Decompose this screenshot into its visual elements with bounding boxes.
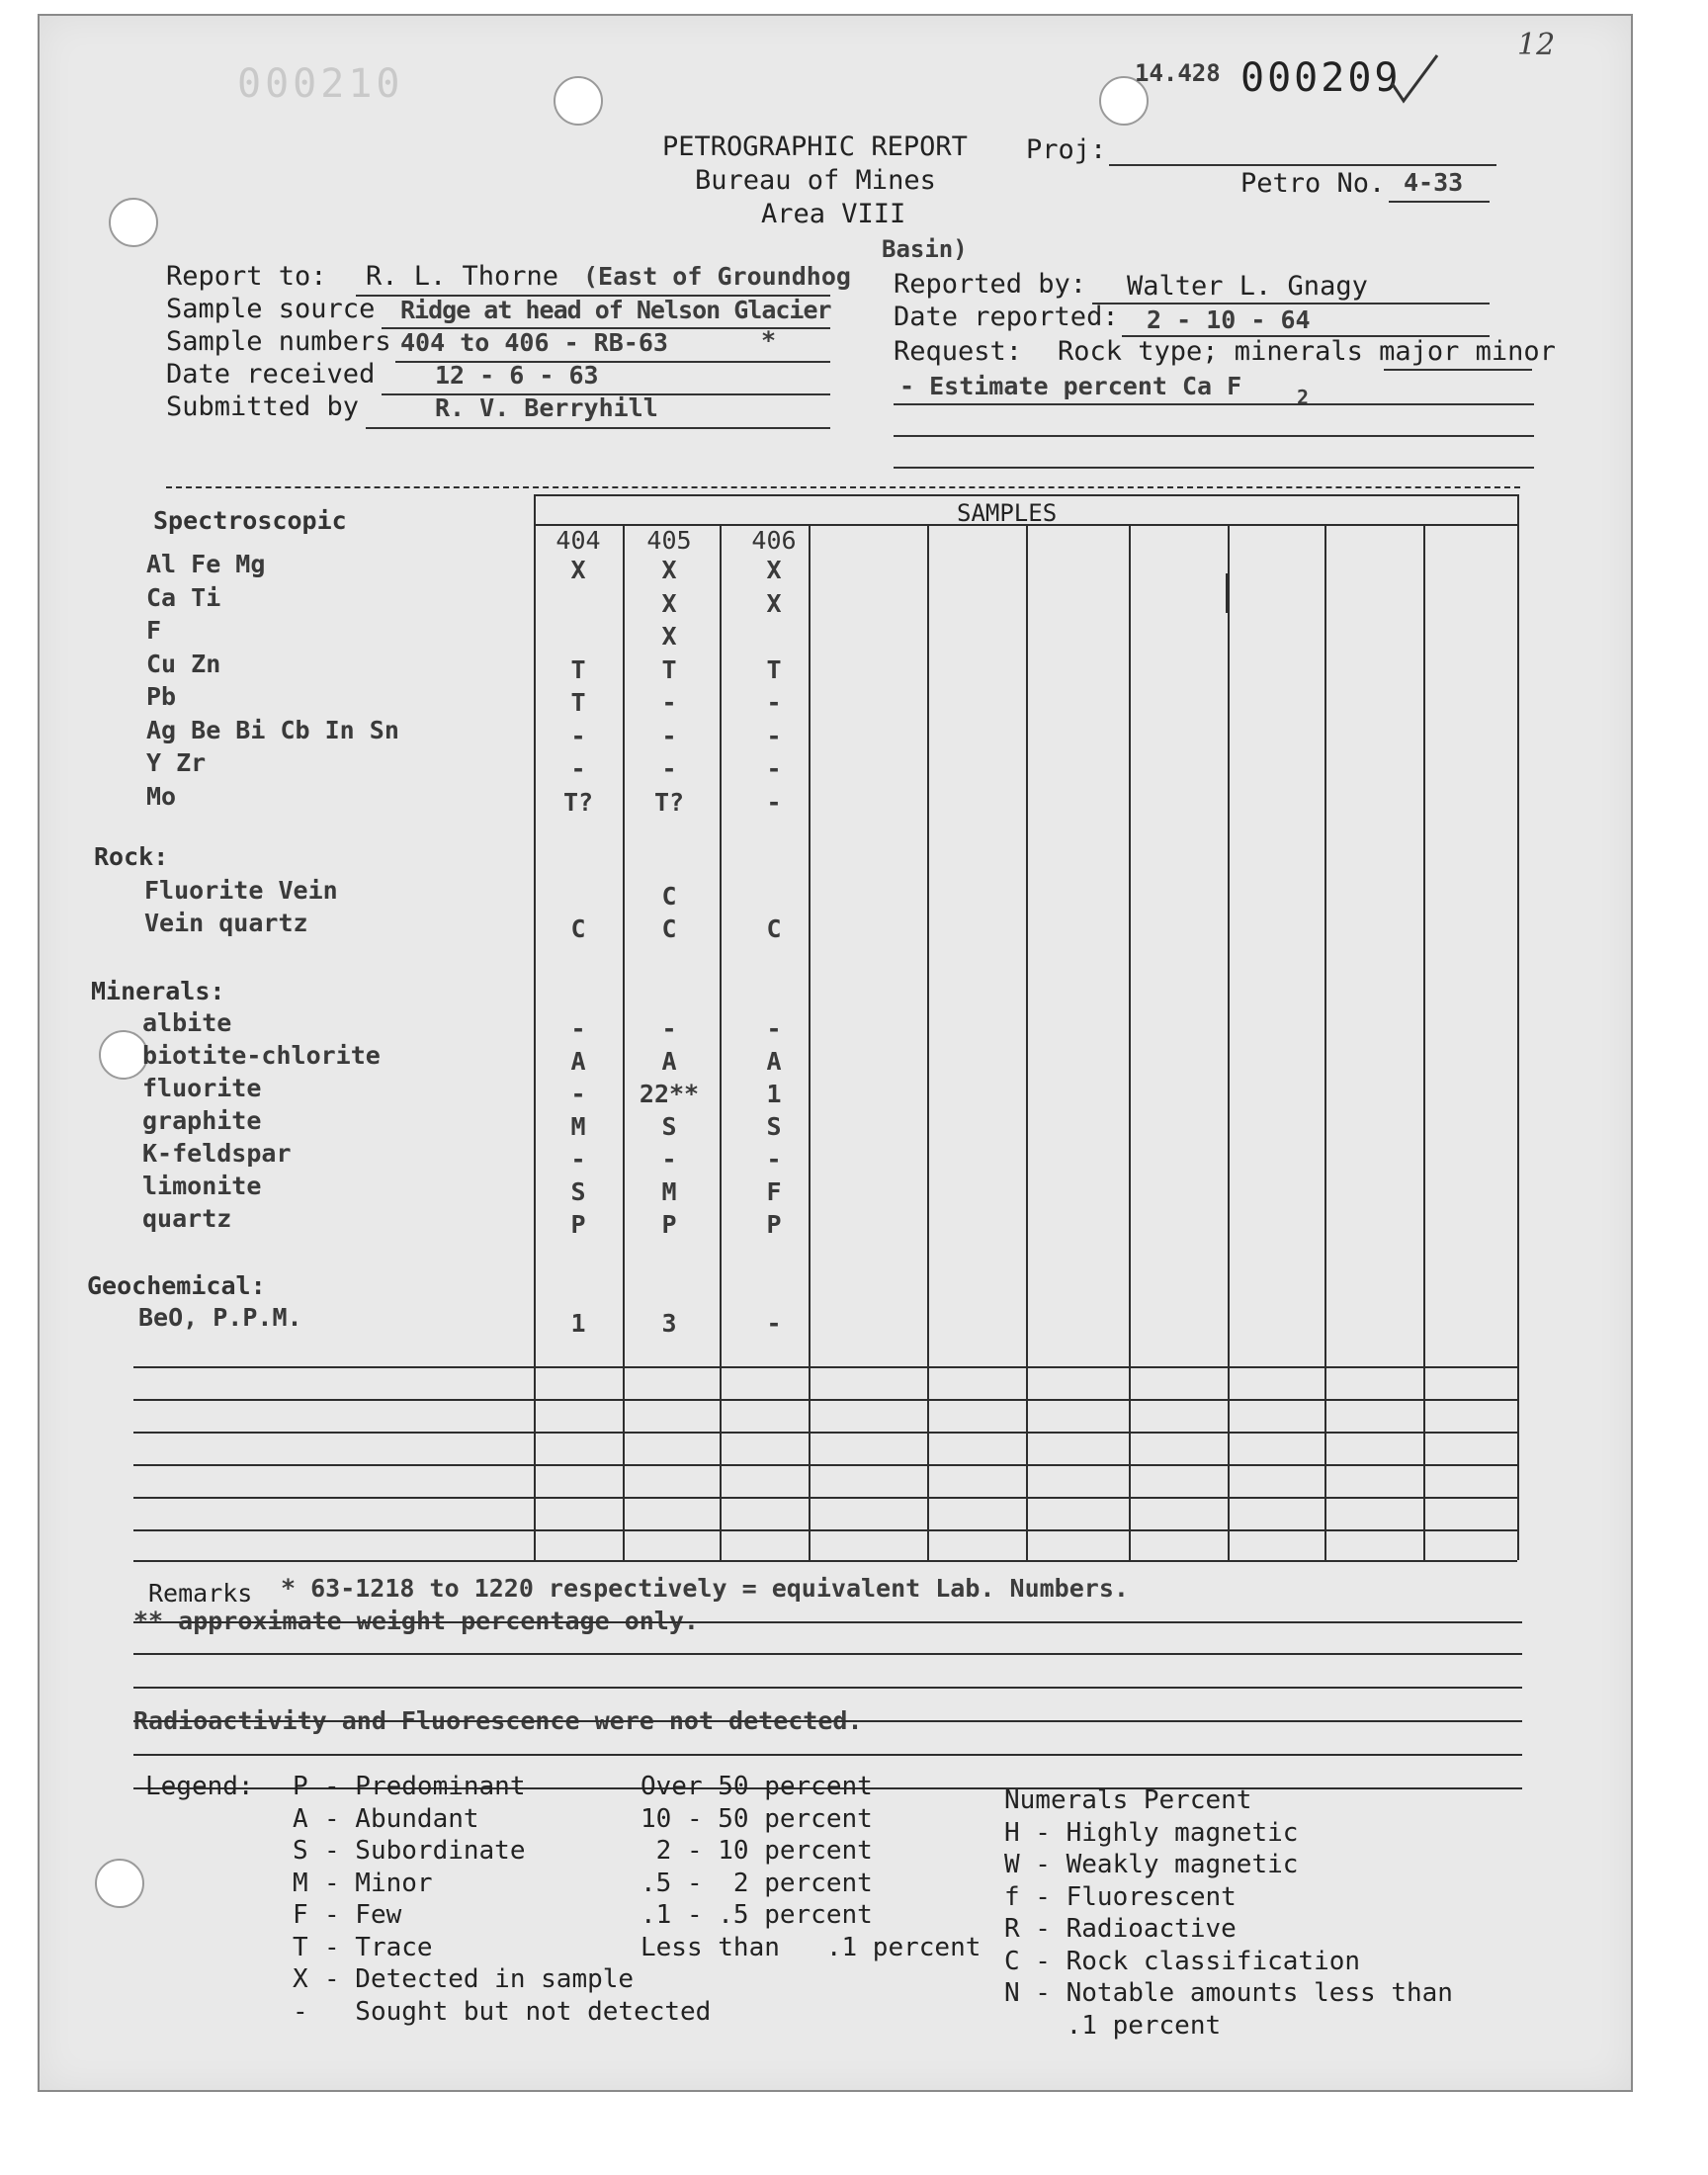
legend-code: - <box>293 1996 308 2027</box>
rock-row-value: C <box>661 914 677 943</box>
proj-label: Proj: <box>1026 134 1107 165</box>
sample-column-header: 406 <box>751 526 797 555</box>
remarks-line <box>133 1720 1522 1722</box>
remarks-label: Remarks <box>148 1579 253 1608</box>
report-bureau: Bureau of Mines <box>695 165 936 196</box>
spectro-row-value: X <box>570 556 586 584</box>
sample-column-header: 404 <box>555 526 601 555</box>
legend-range: .1 - .5 percent <box>640 1900 873 1930</box>
spectro-row-value: T? <box>653 787 685 817</box>
legend-right-item: H - Highly magnetic <box>1004 1817 1299 1848</box>
legend-code: M <box>293 1868 308 1898</box>
petro-label: Petro No. <box>1240 168 1386 199</box>
rock-row-label: Vein quartz <box>144 909 308 937</box>
spectro-row-value: - <box>766 754 782 783</box>
spectro-row-label: Mo <box>146 781 177 811</box>
sample-source-label: Sample source <box>166 294 376 324</box>
request-line-2-subscript: 2 <box>1297 386 1310 409</box>
spectro-row-value: - <box>661 688 677 717</box>
remarks-line-1: * 63-1218 to 1220 respectively = equivalent Lab. Numbers. <box>281 1574 1129 1603</box>
table-top-border <box>534 494 1517 496</box>
mineral-row-label: limonite <box>142 1172 262 1200</box>
mineral-row-value: - <box>570 1145 586 1174</box>
submitted-by-label: Submitted by <box>166 392 360 422</box>
document-number: 000209 <box>1240 55 1402 101</box>
mineral-row-value: A <box>766 1047 782 1076</box>
legend-description: - Trace <box>324 1932 433 1962</box>
spectro-row-value: X <box>661 622 677 651</box>
check-mark-icon <box>1384 49 1443 109</box>
sample-numbers-asterisk: * <box>761 326 777 355</box>
section-spectroscopic: Spectroscopic <box>153 506 347 535</box>
table-column-line <box>1423 524 1425 1560</box>
legend-description: Sought but not detected <box>324 1996 712 2027</box>
section-minerals: Minerals: <box>91 977 225 1005</box>
legend-right-item: R - Radioactive <box>1004 1914 1237 1944</box>
mineral-row-value: P <box>570 1210 586 1239</box>
reported-by-label: Reported by: <box>894 269 1087 300</box>
section-rock: Rock: <box>94 842 169 871</box>
spectro-row-value: T <box>570 654 586 684</box>
mineral-row-label: quartz <box>142 1204 232 1233</box>
mineral-row-label: K-feldspar <box>142 1139 292 1168</box>
legend-right-item: N - Notable amounts less than <box>1004 1978 1453 2008</box>
spectro-row-value: - <box>570 721 586 750</box>
table-column-line <box>927 524 929 1560</box>
table-blank-row-line <box>133 1432 1517 1434</box>
legend-description: - Few <box>324 1900 402 1930</box>
section-geochemical: Geochemical: <box>87 1271 266 1300</box>
mineral-row-value: - <box>661 1014 677 1043</box>
spectro-row-value: X <box>766 556 782 584</box>
spectro-row-value: X <box>661 588 677 618</box>
geochem-row-value: 3 <box>661 1309 677 1338</box>
spectro-row-value: X <box>766 588 782 618</box>
rock-row-value: C <box>766 914 782 943</box>
petro-value: 4-33 <box>1404 168 1464 197</box>
remarks-line <box>133 1621 1522 1623</box>
mineral-row-value: M <box>661 1177 677 1206</box>
legend-code: P <box>293 1772 308 1801</box>
ghost-document-number: 000210 <box>237 61 404 107</box>
rock-row-value: C <box>661 882 677 911</box>
legend-code: T <box>293 1932 308 1962</box>
table-column-line <box>1129 524 1131 1560</box>
spectro-row-label: Ag Be Bi Cb In Sn <box>146 715 399 744</box>
table-blank-row-line <box>133 1399 1517 1401</box>
reported-by-value: Walter L. Gnagy <box>1127 271 1368 302</box>
mineral-row-value: F <box>766 1177 782 1206</box>
mineral-row-value: - <box>570 1080 586 1108</box>
report-to-note-2: Basin) <box>882 235 968 263</box>
geochem-row-value: 1 <box>570 1309 586 1338</box>
legend-code: F <box>293 1900 308 1930</box>
samples-header: SAMPLES <box>957 499 1058 527</box>
report-title: PETROGRAPHIC REPORT <box>662 131 968 162</box>
spectro-row-label: Cu Zn <box>146 649 221 678</box>
legend-right-item: Numerals Percent <box>1004 1785 1252 1815</box>
table-blank-row-line <box>133 1366 1517 1368</box>
punch-hole <box>109 198 158 247</box>
table-column-line <box>1228 524 1230 1560</box>
spectro-row-value: T? <box>562 787 594 817</box>
sample-column-header: 405 <box>646 526 692 555</box>
spectro-row-label: F <box>146 616 162 645</box>
mineral-row-label: biotite-chlorite <box>142 1041 381 1070</box>
mineral-row-value: S <box>766 1112 782 1141</box>
proj-underline <box>1109 164 1496 166</box>
spectro-row-value: - <box>766 721 782 750</box>
spectro-row-label: Y Zr <box>146 748 207 777</box>
mineral-row-value: S <box>661 1112 677 1141</box>
spectro-row-label: Pb <box>146 682 177 711</box>
request-label: Request: <box>894 336 1023 367</box>
mineral-row-label: albite <box>142 1008 232 1037</box>
mineral-row-value: A <box>661 1047 677 1076</box>
mineral-row-value: - <box>661 1145 677 1174</box>
mineral-row-value: - <box>766 1014 782 1043</box>
reported-by-underline <box>1092 303 1490 304</box>
mineral-row-value: 22** <box>639 1080 700 1108</box>
spectro-row-value: X <box>661 556 677 584</box>
report-area: Area VIII <box>761 199 906 229</box>
mineral-row-value: M <box>570 1112 586 1141</box>
remarks-line <box>133 1754 1522 1756</box>
report-to-note: (East of Groundhog <box>583 262 851 291</box>
remarks-line <box>133 1653 1522 1655</box>
sample-numbers-label: Sample numbers <box>166 326 391 357</box>
table-blank-row-line <box>133 1464 1517 1466</box>
date-reported-label: Date reported: <box>894 302 1119 332</box>
report-to-value: R. L. Thorne <box>366 261 559 292</box>
legend-code: A <box>293 1803 308 1834</box>
legend-label: Legend: <box>145 1772 254 1801</box>
submitted-by-value: R. V. Berryhill <box>435 393 658 422</box>
spectro-row-value: - <box>661 754 677 783</box>
punch-hole <box>95 1859 144 1908</box>
remarks-line-2: ** approximate weight percentage only. <box>133 1607 699 1635</box>
spectro-row-value: - <box>570 754 586 783</box>
mineral-row-value: S <box>570 1177 586 1206</box>
legend-description: - Predominant <box>324 1772 526 1801</box>
spectro-row-value: - <box>661 721 677 750</box>
mineral-row-label: fluorite <box>142 1074 262 1102</box>
request-line-2: - Estimate percent Ca F <box>899 372 1242 400</box>
punch-hole <box>99 1030 148 1080</box>
legend-description: - Minor <box>324 1868 433 1898</box>
sample-numbers-value: 404 to 406 - RB-63 <box>400 328 668 357</box>
table-column-mark <box>1226 573 1230 613</box>
spectro-row-value: T <box>766 654 782 684</box>
petro-underline <box>1389 201 1490 203</box>
date-received-value: 12 - 6 - 63 <box>435 361 599 390</box>
spectro-row-value: T <box>661 654 677 684</box>
mineral-row-value: - <box>570 1014 586 1043</box>
legend-description: - Subordinate <box>324 1836 526 1866</box>
mineral-row-value: 1 <box>766 1080 782 1108</box>
remarks-line <box>133 1687 1522 1689</box>
legend-description: - Abundant <box>324 1803 479 1834</box>
legend-right-item: W - Weakly magnetic <box>1004 1850 1299 1879</box>
spectro-row-value: T <box>570 688 586 717</box>
mineral-row-value: A <box>570 1047 586 1076</box>
table-blank-row-line <box>133 1529 1517 1531</box>
table-column-line <box>720 524 722 1560</box>
request-value: Rock type; minerals major minor <box>1058 336 1556 367</box>
legend-right-item: C - Rock classification <box>1004 1946 1361 1976</box>
document-number-prefix: 14.428 <box>1135 59 1221 87</box>
legend-code: X <box>293 1964 308 1994</box>
table-bottom-border <box>133 1560 1517 1562</box>
legend-code: S <box>293 1836 308 1866</box>
mineral-row-value: P <box>661 1210 677 1239</box>
corner-mark: 12 <box>1517 28 1556 62</box>
legend-range: Less than .1 percent <box>640 1932 982 1962</box>
report-to-label: Report to: <box>166 261 327 292</box>
mineral-row-value: - <box>766 1145 782 1174</box>
table-column-line <box>1026 524 1028 1560</box>
spectro-row-label: Al Fe Mg <box>146 550 266 578</box>
legend-range: Over 50 percent <box>640 1772 873 1801</box>
request-underline-3 <box>894 467 1534 469</box>
request-underline-2 <box>894 435 1534 437</box>
rock-row-label: Fluorite Vein <box>144 876 338 905</box>
spectro-row-value: - <box>766 688 782 717</box>
table-blank-row-line <box>133 1497 1517 1499</box>
legend-range: .5 - 2 percent <box>640 1868 873 1898</box>
sample-source-value: Ridge at head of Nelson Glacier <box>400 296 831 324</box>
submitted-by-underline <box>366 427 830 429</box>
legend-description: - Detected in sample <box>324 1964 635 1994</box>
spectro-row-label: Ca Ti <box>146 582 221 612</box>
punch-hole <box>554 76 603 126</box>
date-reported-value: 2 - 10 - 64 <box>1147 305 1311 334</box>
geochem-row-value: - <box>766 1309 782 1338</box>
table-column-line <box>1324 524 1326 1560</box>
mineral-row-label: graphite <box>142 1106 262 1135</box>
legend-range: 2 - 10 percent <box>640 1836 873 1866</box>
legend-right-item: f - Fluorescent <box>1004 1881 1237 1912</box>
remarks-line-3: Radioactivity and Fluorescence were not detected. <box>133 1706 863 1735</box>
mineral-row-value: P <box>766 1210 782 1239</box>
spectro-row-value: - <box>766 787 782 817</box>
header-divider <box>166 486 1520 488</box>
table-column-line <box>1517 494 1519 1560</box>
geochem-row-label: BeO, P.P.M. <box>138 1303 302 1332</box>
request-underline-1 <box>894 403 1534 405</box>
legend-range: 10 - 50 percent <box>640 1803 873 1834</box>
date-received-label: Date received <box>166 359 376 390</box>
request-major-minor-underline <box>1384 369 1532 371</box>
rock-row-value: C <box>570 914 586 943</box>
legend-right-item: .1 percent <box>1004 2010 1222 2041</box>
